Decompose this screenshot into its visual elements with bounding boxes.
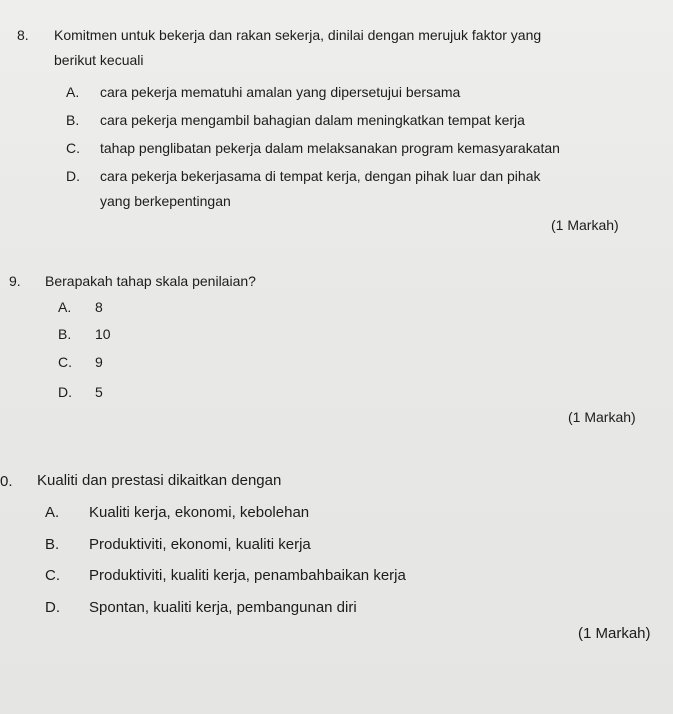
option-text: tahap penglibatan pekerja dalam melaksanakan program kemasyarakatan — [100, 140, 560, 156]
option-text: 9 — [95, 354, 103, 370]
option-letter: B. — [66, 112, 80, 128]
option-text: cara pekerja mengambil bahagian dalam meningkatkan tempat kerja — [100, 112, 525, 128]
question-stem-line: Berapakah tahap skala penilaian? — [45, 273, 256, 289]
marks-label: (1 Markah) — [551, 217, 619, 233]
option-letter: A. — [45, 504, 60, 521]
option-text: cara pekerja mematuhi amalan yang dipersetujui bersama — [100, 84, 461, 100]
option-letter: D. — [58, 384, 72, 400]
option-text: Produktiviti, ekonomi, kualiti kerja — [89, 536, 311, 553]
option-text: 8 — [95, 299, 103, 315]
option-text-continuation: yang berkepentingan — [100, 193, 231, 209]
option-letter: A. — [58, 299, 72, 315]
option-text: cara pekerja bekerjasama di tempat kerja, dengan pihak luar dan pihak — [100, 168, 541, 184]
question-stem-line: berikut kecuali — [54, 52, 144, 68]
option-letter: C. — [45, 567, 60, 584]
option-letter: D. — [45, 599, 60, 616]
marks-label: (1 Markah) — [568, 409, 636, 425]
option-letter: A. — [66, 84, 80, 100]
option-text: 5 — [95, 384, 103, 400]
question-number: 0. — [0, 473, 13, 490]
option-letter: C. — [66, 140, 80, 156]
question-number: 8. — [17, 27, 29, 43]
option-letter: B. — [58, 326, 72, 342]
marks-label: (1 Markah) — [578, 625, 651, 642]
option-text: Kualiti kerja, ekonomi, kebolehan — [89, 504, 310, 521]
option-letter: C. — [58, 354, 72, 370]
option-text: Produktiviti, kualiti kerja, penambahbaikan kerja — [89, 567, 406, 584]
question-number: 9. — [9, 273, 21, 289]
question-stem-line: Kualiti dan prestasi dikaitkan dengan — [37, 472, 282, 489]
option-letter: B. — [45, 536, 60, 553]
option-letter: D. — [66, 168, 80, 184]
question-stem-line: Komitmen untuk bekerja dan rakan sekerja, dinilai dengan merujuk faktor yang — [54, 27, 542, 43]
option-text: Spontan, kualiti kerja, pembangunan diri — [89, 599, 357, 616]
option-text: 10 — [95, 326, 111, 342]
